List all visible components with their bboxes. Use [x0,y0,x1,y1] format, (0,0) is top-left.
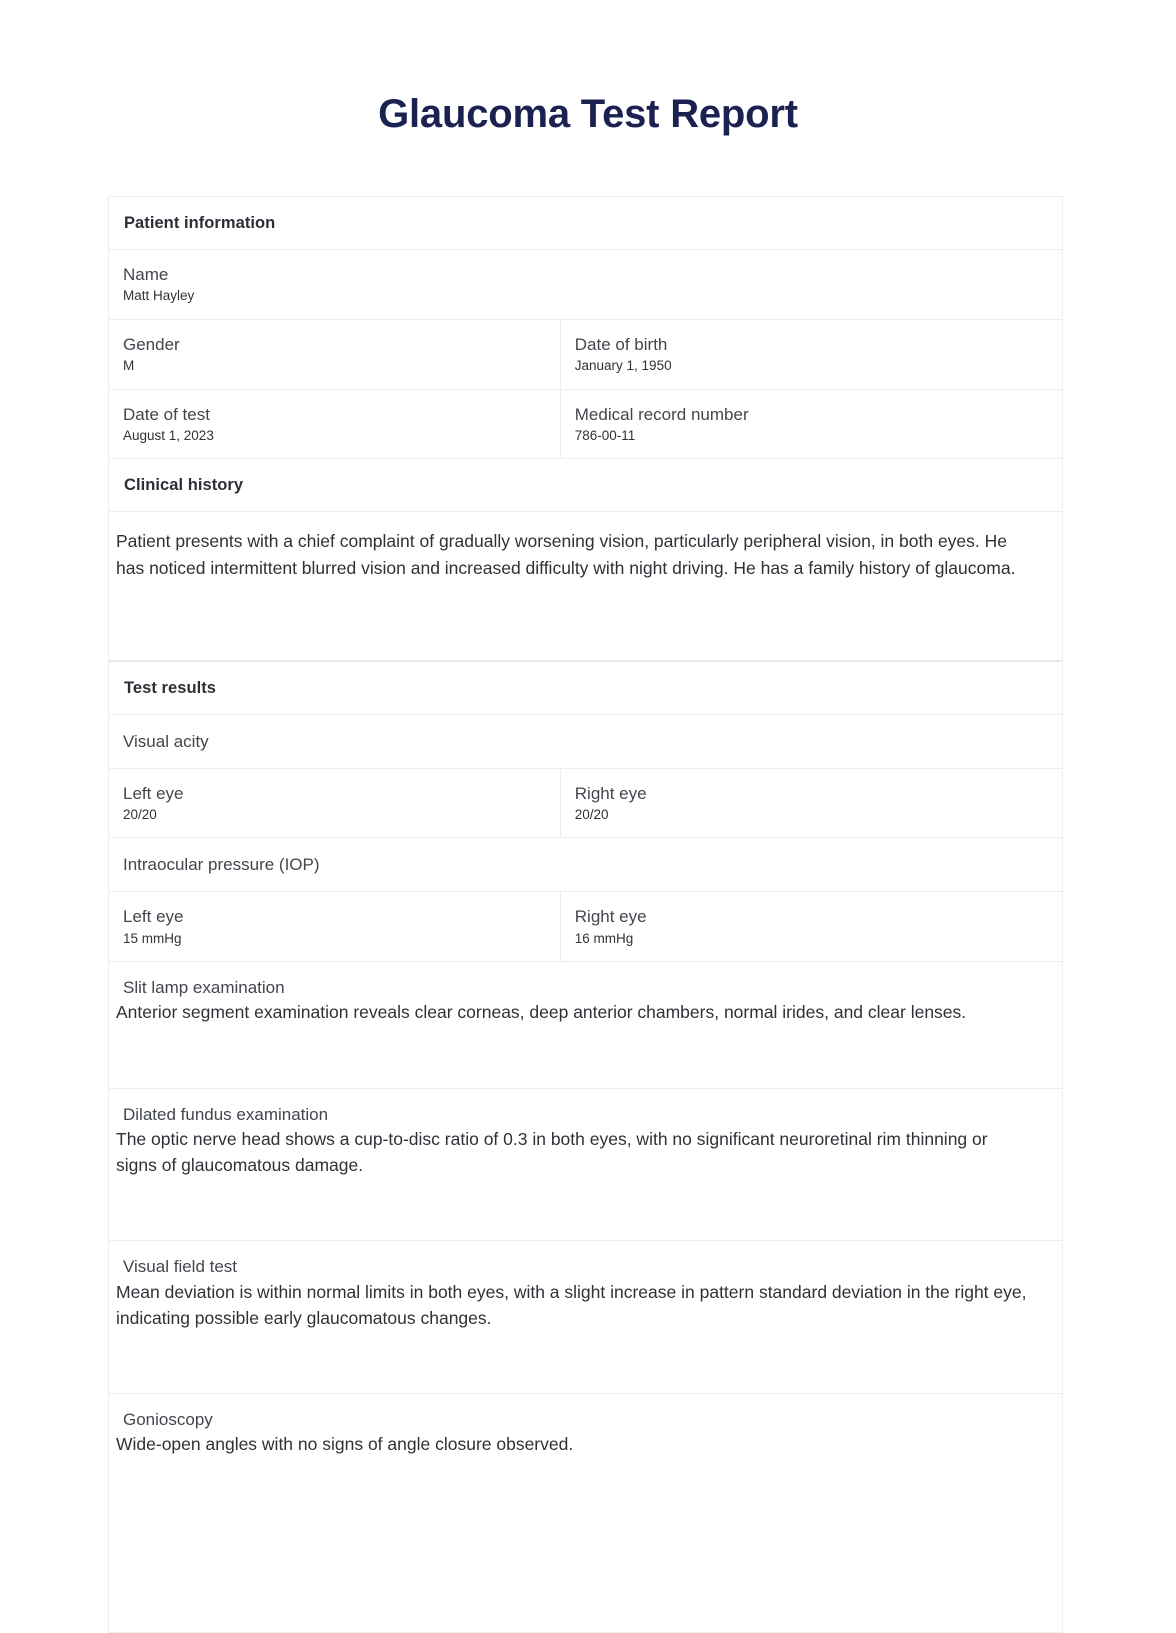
field-date-of-birth-value: January 1, 1950 [574,358,672,374]
field-date-of-birth [560,320,1062,389]
exam-slit-lamp-label: Slit lamp examination [123,978,285,998]
field-iop-right-eye-label: Right eye [574,907,647,927]
field-gender-label: Gender [123,334,180,354]
section-header-patient-information: Patient information [124,214,276,232]
field-name [109,250,1062,319]
exam-dilated-fundus-label: Dilated fundus examination [123,1104,329,1124]
field-date-of-test [109,390,560,459]
table-row-visual-acuity-values [109,769,1062,839]
table-row-test-date-mrn [109,390,1062,460]
page-title: Glaucoma Test Report [378,92,798,136]
field-visual-acuity-left-eye-label: Left eye [123,783,184,803]
exam-block-slit-lamp [109,962,1062,1088]
field-date-of-test-value: August 1, 2023 [123,427,214,443]
field-name-value: Matt Hayley [123,288,195,304]
exam-dilated-fundus-text: The optic nerve head shows a cup-to-disc ratio of 0.3 in both eyes, with no significant neuroretinal rim thinning or signs of glaucomatous damage. [116,1128,988,1176]
section-header-test-results: Test results [124,678,216,697]
field-name-label: Name [123,265,169,284]
subheader-visual-acuity: Visual acity [123,731,209,751]
field-visual-acuity-right-eye-label: Right eye [574,783,647,803]
table-row-visual-acuity-label [109,715,1062,769]
exam-block-dilated-fundus [109,1089,1062,1241]
table-row-patient-information-header [109,197,1062,250]
field-iop-left-eye [109,892,560,961]
field-date-of-test-label: Date of test [123,404,210,424]
exam-block-visual-field-test [109,1241,1062,1393]
table-row-gender-dob [109,320,1062,390]
exam-visual-field-test-label: Visual field test [123,1257,238,1277]
exam-visual-field-test-text: Mean deviation is within normal limits in both eyes, with a slight increase in pattern standard deviation in the right eye, indicating possible early glaucomatous changes. [116,1281,1027,1328]
field-iop-right-eye-value: 16 mmHg [574,930,634,946]
exam-gonioscopy-text: Wide-open angles with no signs of angle closure observed. [116,1434,574,1455]
table-row-test-results-header [109,661,1062,715]
field-medical-record-number-value: 786-00-11 [574,427,636,443]
table-row-clinical-history-body [109,512,1062,660]
field-gender [109,320,560,389]
clinical-history-text-block [109,512,1062,659]
field-medical-record-number [560,390,1062,459]
exam-slit-lamp-text: Anterior segment examination reveals clear corneas, deep anterior chambers, normal irides, and clear lenses. [116,1002,967,1023]
table-row-iop-label [109,838,1062,892]
field-medical-record-number-label: Medical record number [574,404,749,424]
field-date-of-birth-label: Date of birth [574,334,668,354]
exam-gonioscopy-label: Gonioscopy [123,1410,213,1430]
field-visual-acuity-left-eye [109,769,560,838]
field-visual-acuity-left-eye-value: 20/20 [123,806,157,822]
subheader-intraocular-pressure: Intraocular pressure (IOP) [123,855,320,875]
table-row-gonioscopy [109,1394,1062,1633]
field-iop-right-eye [560,892,1062,961]
table-row-clinical-history-header [109,459,1062,512]
table-row-name [109,250,1062,320]
table-row-iop-values [109,892,1062,962]
section-header-clinical-history: Clinical history [124,476,244,495]
clinical-history-text: Patient presents with a chief complaint of gradually worsening vision, particularly peripheral vision, in both eyes. He has noticed intermittent blurred vision and increased difficulty with night driving. He has a family history of glaucoma. [116,531,1016,578]
glaucoma-report-table [108,196,1063,1633]
table-row-visual-field-test [109,1241,1062,1394]
field-visual-acuity-right-eye-value: 20/20 [574,806,609,822]
field-visual-acuity-right-eye [560,769,1062,838]
table-row-slit-lamp-examination [109,962,1062,1089]
field-iop-left-eye-label: Left eye [123,907,184,927]
exam-block-gonioscopy [109,1394,1062,1520]
field-iop-left-eye-value: 15 mmHg [123,930,182,946]
table-row-dilated-fundus-examination [109,1089,1062,1242]
field-gender-value: M [123,358,135,374]
